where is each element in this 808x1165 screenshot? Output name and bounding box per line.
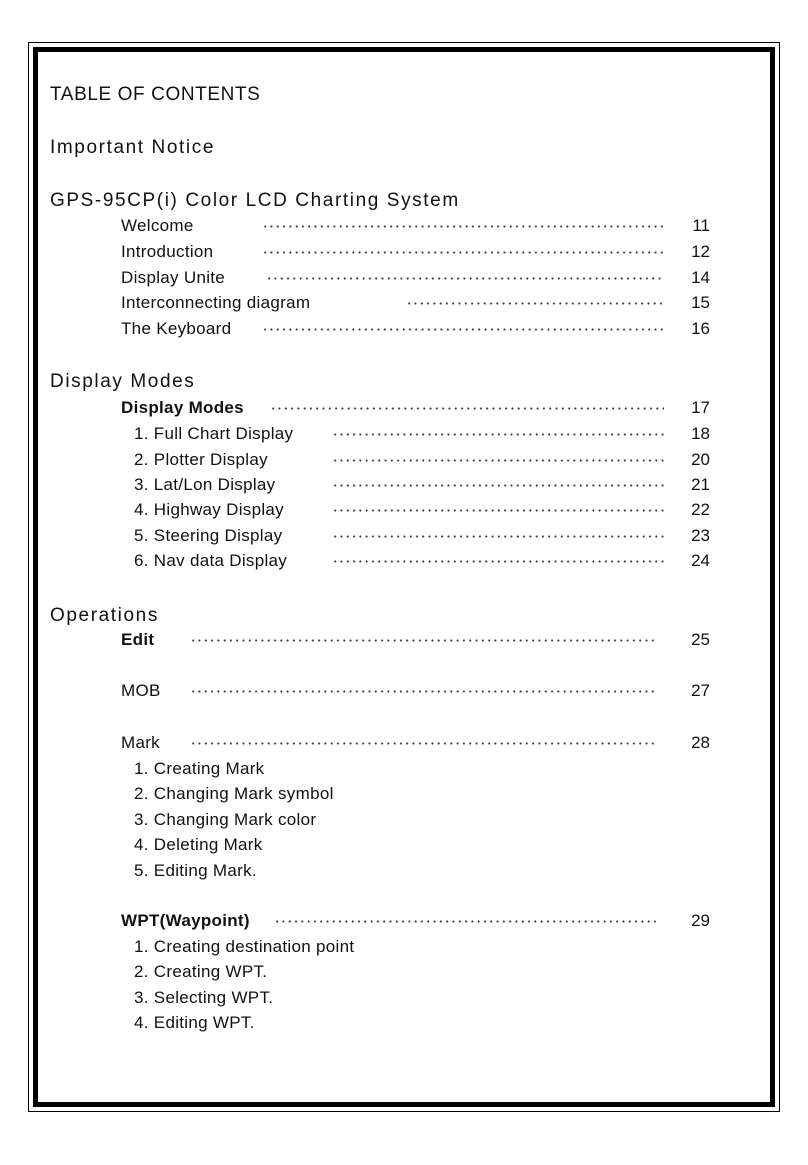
toc-entry-page: 24 — [691, 551, 710, 570]
toc-entry[interactable] — [50, 475, 710, 499]
toc-entry-label: MOB — [121, 681, 161, 700]
toc-entry-page: 23 — [691, 526, 710, 545]
leader-dots — [406, 302, 664, 305]
toc-entry-label: Welcome — [121, 216, 194, 235]
leader-dots — [332, 433, 664, 436]
toc-entry[interactable] — [50, 733, 710, 757]
toc-entry[interactable] — [50, 398, 710, 422]
toc-entry[interactable] — [50, 630, 710, 654]
wpt-subitem: 2. Creating WPT. — [134, 962, 268, 981]
toc-entry-label: Introduction — [121, 242, 214, 261]
leader-dots — [332, 459, 664, 462]
toc-entry-page: 27 — [691, 681, 710, 700]
toc-entry-label: 2. Plotter Display — [134, 450, 268, 469]
leader-dots — [332, 560, 664, 563]
toc-entry[interactable] — [50, 551, 710, 575]
leader-dots — [270, 407, 664, 410]
leader-dots — [332, 509, 664, 512]
toc-entry[interactable] — [50, 268, 710, 292]
leader-dots — [262, 328, 664, 331]
toc-entry-label: WPT(Waypoint) — [121, 911, 250, 930]
wpt-subitem: 4. Editing WPT. — [134, 1013, 255, 1032]
leader-dots — [332, 535, 664, 538]
section-gps-system: GPS-95CP(i) Color LCD Charting System — [50, 190, 460, 211]
toc-entry-page: 28 — [691, 733, 710, 752]
toc-entry[interactable] — [50, 450, 710, 474]
toc-entry-label: The Keyboard — [121, 319, 232, 338]
mark-subitem: 2. Changing Mark symbol — [134, 784, 334, 803]
toc-entry-label: Mark — [121, 733, 160, 752]
mark-subitem: 5. Editing Mark. — [134, 861, 257, 880]
wpt-subitem: 1. Creating destination point — [134, 937, 355, 956]
toc-entry-page: 17 — [691, 398, 710, 417]
section-display-modes: Display Modes — [50, 371, 196, 392]
toc-entry[interactable] — [50, 424, 710, 448]
toc-entry[interactable] — [50, 319, 710, 343]
toc-entry[interactable] — [50, 242, 710, 266]
toc-entry-page: 15 — [691, 293, 710, 312]
toc-entry-label: 5. Steering Display — [134, 526, 283, 545]
toc-entry-page: 16 — [691, 319, 710, 338]
toc-entry-page: 20 — [691, 450, 710, 469]
leader-dots — [262, 251, 664, 254]
leader-dots — [190, 639, 656, 642]
section-operations: Operations — [50, 605, 159, 626]
toc-entry[interactable] — [50, 681, 710, 705]
toc-entry-label: 3. Lat/Lon Display — [134, 475, 276, 494]
leader-dots — [274, 920, 656, 923]
toc-entry-page: 12 — [691, 242, 710, 261]
toc-entry-page: 29 — [691, 911, 710, 930]
toc-entry[interactable] — [50, 293, 710, 317]
toc-entry[interactable] — [50, 216, 710, 240]
toc-heading: TABLE OF CONTENTS — [50, 84, 261, 105]
toc-entry-page: 14 — [691, 268, 710, 287]
toc-entry[interactable] — [50, 911, 710, 935]
mark-subitem: 3. Changing Mark color — [134, 810, 317, 829]
leader-dots — [262, 225, 664, 228]
leader-dots — [190, 690, 656, 693]
leader-dots — [332, 484, 664, 487]
toc-entry[interactable] — [50, 500, 710, 524]
wpt-subitem: 3. Selecting WPT. — [134, 988, 274, 1007]
mark-subitem: 1. Creating Mark — [134, 759, 265, 778]
toc-entry-label: Display Modes — [121, 398, 244, 417]
toc-entry-page: 11 — [692, 216, 710, 235]
leader-dots — [190, 742, 656, 745]
toc-entry-label: 4. Highway Display — [134, 500, 284, 519]
toc-entry-label: 6. Nav data Display — [134, 551, 288, 570]
toc-entry-label: Display Unite — [121, 268, 226, 287]
toc-entry[interactable] — [50, 526, 710, 550]
leader-dots — [266, 277, 664, 280]
toc-entry-page: 18 — [691, 424, 710, 443]
section-important-notice: Important Notice — [50, 137, 215, 158]
mark-subitem: 4. Deleting Mark — [134, 835, 263, 854]
toc-entry-page: 21 — [691, 475, 710, 494]
toc-entry-label: Interconnecting diagram — [121, 293, 311, 312]
toc-entry-page: 22 — [691, 500, 710, 519]
toc-entry-label: Edit — [121, 630, 155, 649]
toc-entry-page: 25 — [691, 630, 710, 649]
toc-entry-label: 1. Full Chart Display — [134, 424, 294, 443]
